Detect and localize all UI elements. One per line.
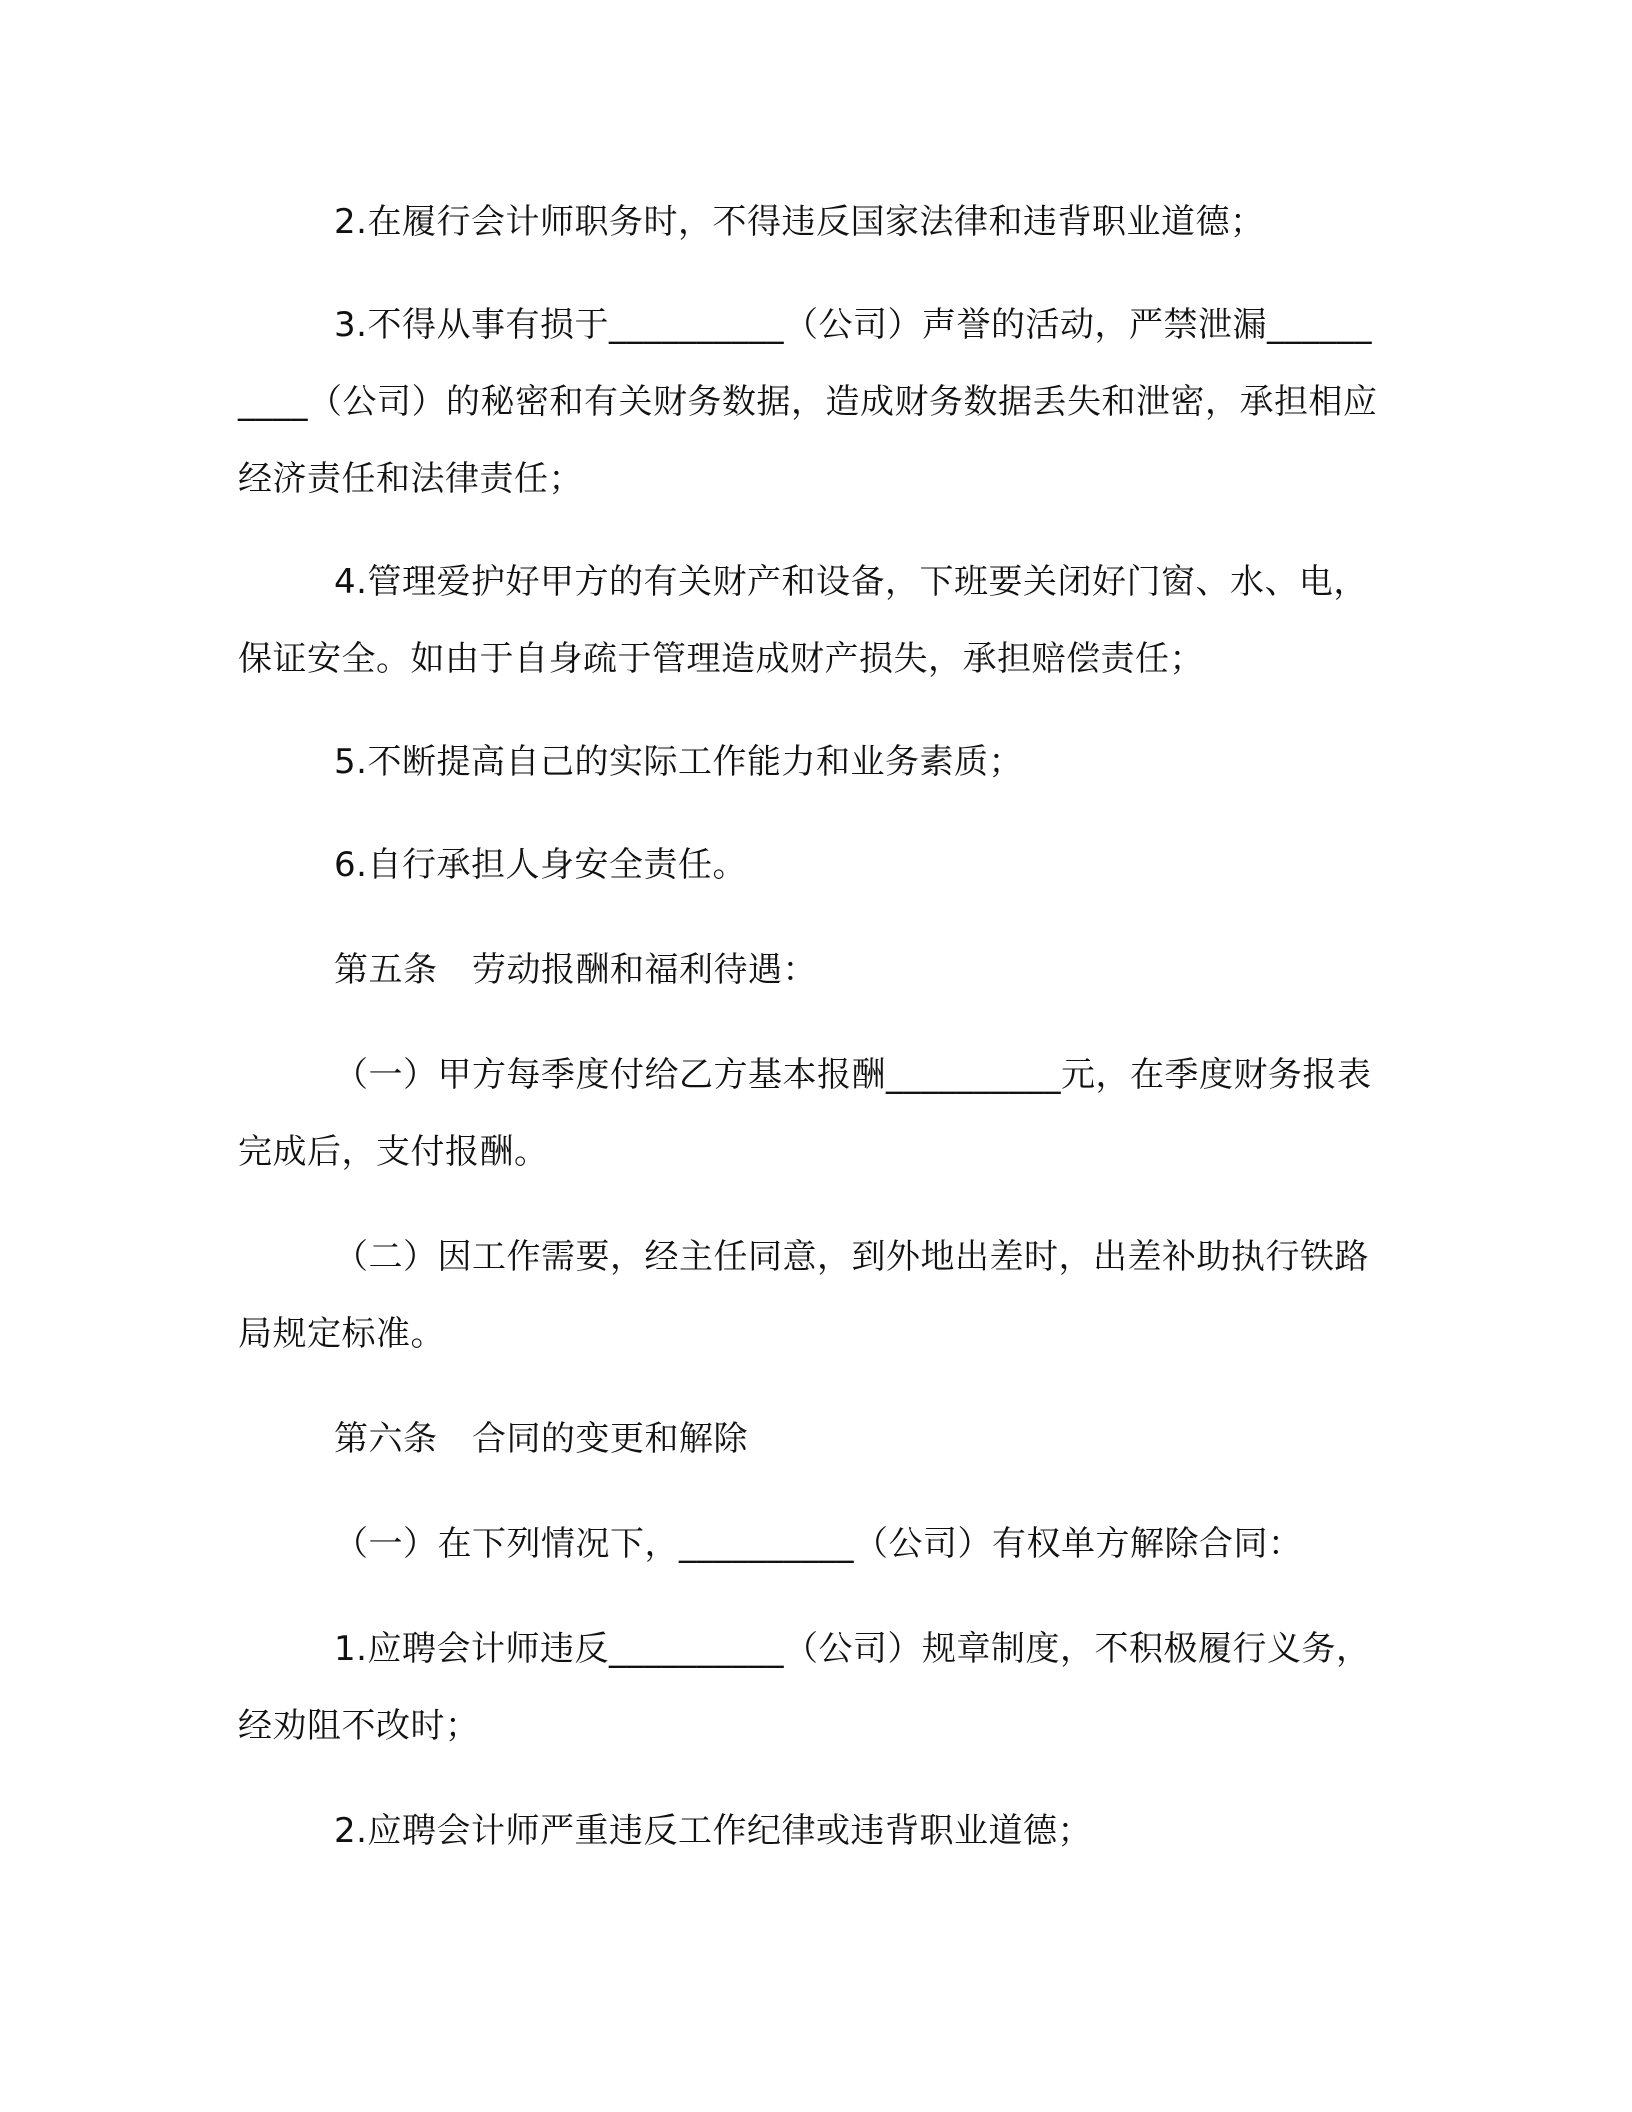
clause-item-4: 4.管理爱护好甲方的有关财产和设备，下班要关闭好门窗、水、电，保证安全。如由于自身疏于管理造成财产损失，承担赔偿责任；: [238, 562, 1368, 679]
article-6-item-1: （一）在下列情况下，__________（公司）有权单方解除合同：: [334, 1524, 1303, 1564]
termination-reason-1: 1.应聘会计师违反__________（公司）规章制度，不积极履行义务，经劝阻不改时；: [238, 1629, 1371, 1746]
clause-item-2: 2.在履行会计师职务时，不得违反国家法律和违背职业道德；: [334, 202, 1265, 242]
article-5-heading: 第五条 劳动报酬和福利待遇：: [334, 950, 817, 990]
clause-item-3: 3.不得从事有损于__________（公司）声誉的活动，严禁泄漏__________（公司）的秘密和有关财务数据，造成财务数据丢失和泄密，承担相应经济责任和法律责任；: [238, 305, 1378, 499]
article-5-item-1: （一）甲方每季度付给乙方基本报酬__________元，在季度财务报表完成后，支付报酬。: [238, 1055, 1372, 1172]
termination-reason-2: 2.应聘会计师严重违反工作纪律或违背职业道德；: [334, 1811, 1092, 1851]
clause-item-5: 5.不断提高自己的实际工作能力和业务素质；: [334, 742, 1023, 782]
clause-item-6: 6.自行承担人身安全责任。: [334, 845, 747, 885]
document-body: [238, 184, 1378, 1870]
article-6-heading: 第六条 合同的变更和解除: [334, 1419, 748, 1459]
article-5-item-2: （二）因工作需要，经主任同意，到外地出差时，出差补助执行铁路局规定标准。: [238, 1237, 1369, 1354]
